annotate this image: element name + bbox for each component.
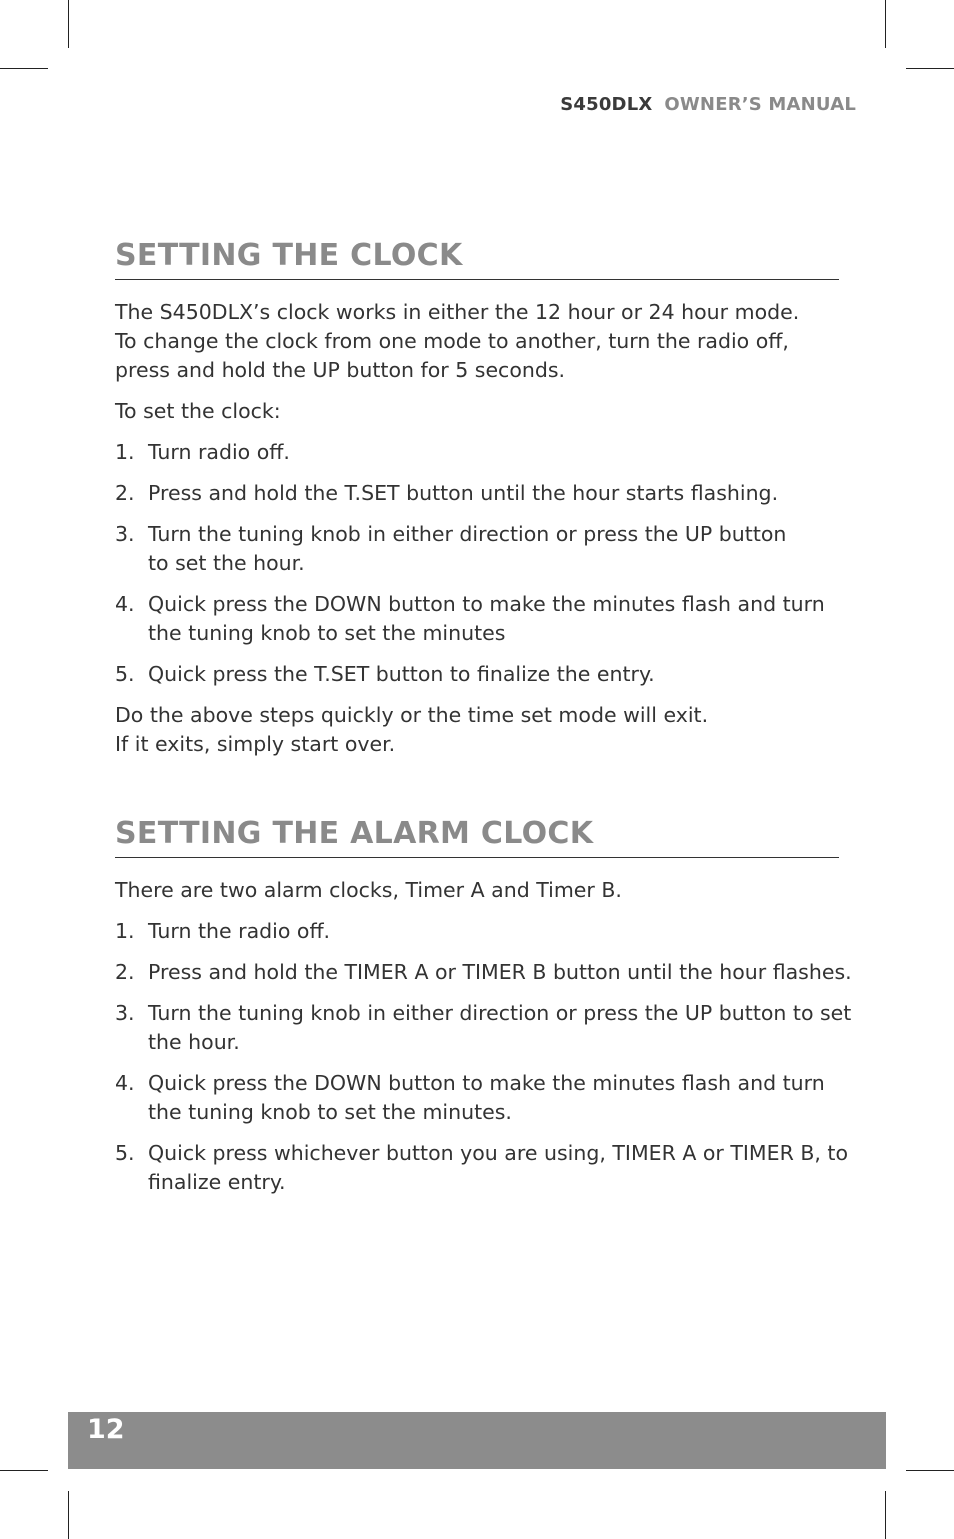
running-header <box>560 94 856 115</box>
crop-mark <box>0 68 48 69</box>
list-item: 5. Quick press whichever button you are using, TIMER A or TIMER B, to finalize entry. <box>115 1141 849 1194</box>
footer-bar <box>68 1412 886 1469</box>
crop-mark <box>906 1470 954 1471</box>
page-number: 12 <box>87 1414 125 1445</box>
list-item: 2. Press and hold the TIMER A or TIMER B button until the hour flashes. <box>115 960 852 984</box>
crop-mark <box>68 1491 69 1539</box>
alarm-steps-list <box>115 917 852 1197</box>
clock-section <box>115 238 839 759</box>
list-item: 5. Quick press the T.SET button to finalize the entry. <box>115 662 655 686</box>
clock-intro: The S450DLX’s clock works in either the 12 hour or 24 hour mode. To change the clock from one mode to another, turn the radio off, press and hold the UP button for 5 seconds. <box>115 300 800 382</box>
crop-mark <box>885 0 886 48</box>
header-manual-label: OWNER’S MANUAL <box>664 94 856 115</box>
crop-mark <box>885 1491 886 1539</box>
list-item: 1. Turn radio off. <box>115 440 290 464</box>
header-model: S450DLX <box>560 94 653 115</box>
alarm-section <box>115 816 852 1197</box>
crop-mark <box>906 68 954 69</box>
clock-lead: To set the clock: <box>115 399 281 423</box>
crop-mark <box>0 1470 48 1471</box>
list-item: 2. Press and hold the T.SET button until the hour starts flashing. <box>115 481 779 505</box>
list-item: 1. Turn the radio off. <box>115 919 331 943</box>
clock-steps-list <box>115 438 839 689</box>
list-item: 4. Quick press the DOWN button to make the minutes flash and turn the tuning knob to set the minutes <box>115 592 825 645</box>
clock-outro: Do the above steps quickly or the time set mode will exit. If it exits, simply start over. <box>115 703 709 756</box>
list-item: 4. Quick press the DOWN button to make the minutes flash and turn the tuning knob to set the minutes. <box>115 1071 825 1124</box>
section-title-alarm: SETTING THE ALARM CLOCK <box>115 816 839 858</box>
list-item: 3. Turn the tuning knob in either direction or press the UP button to set the hour. <box>115 1001 852 1054</box>
list-item: 3. Turn the tuning knob in either direction or press the UP button to set the hour. <box>115 522 787 575</box>
alarm-intro: There are two alarm clocks, Timer A and Timer B. <box>115 878 622 902</box>
section-title-clock: SETTING THE CLOCK <box>115 238 839 280</box>
crop-mark <box>68 0 69 48</box>
